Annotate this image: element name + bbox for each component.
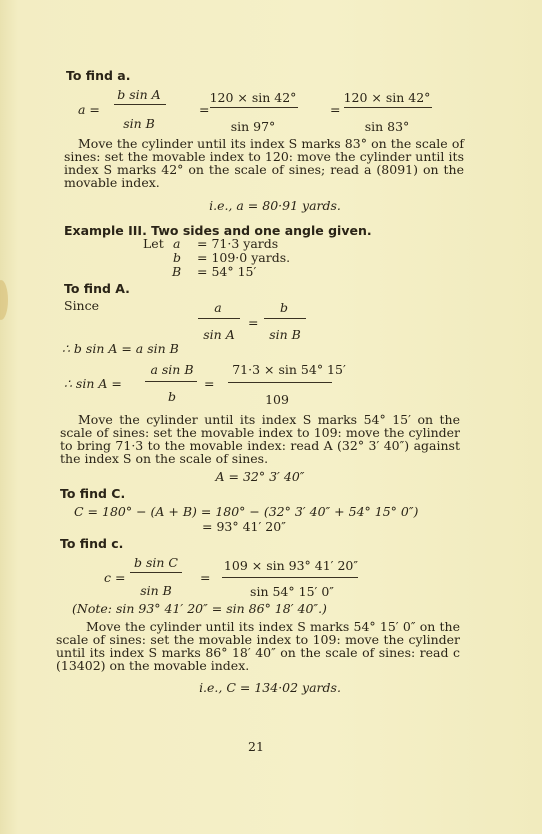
frac-numerator: a sin B: [150, 362, 194, 377]
frac-denominator: 109: [265, 392, 289, 407]
fraction-bar: [130, 572, 182, 573]
result-A: A = 32° 3′ 40″: [215, 469, 305, 484]
page-number: 21: [248, 739, 264, 754]
frac1-denominator: sin B: [123, 116, 155, 131]
ratio-denominator: sin A: [203, 327, 235, 342]
let-label: Let: [143, 236, 164, 251]
heading-find-A: To find A.: [64, 281, 130, 296]
fraction-bar: [264, 318, 306, 319]
fraction-bar: [114, 104, 166, 105]
heading-find-C: To find C.: [60, 486, 126, 501]
result-a: i.e., a = 80·91 yards.: [209, 198, 341, 213]
paragraph-find-a: Move the cylinder until its index S marks 83° on the scale of sines: set the movable index to 120: move the cylinder until its index S marks 42° on the scale of sines; read a (8091) on the movable index.: [64, 136, 464, 190]
equals-sign: =: [204, 376, 215, 391]
frac3-denominator: sin 83°: [364, 119, 410, 134]
frac2-numerator: 120 × sin 42°: [209, 90, 297, 105]
paragraph-find-A: Move the cylinder until its index S marks 54° 15′ on the scale of sines: set the movable index to 109: move the cylinder to bring 71·3 to the movable index: read A (32° 3′ 40″) against the index S on the scale of sines.: [60, 412, 460, 466]
given-value: = 54° 15′: [197, 264, 257, 279]
given-value: = 71·3 yards: [197, 236, 279, 251]
result-c: i.e., C = 134·02 yards.: [199, 680, 341, 695]
given-var: b: [173, 250, 182, 265]
equals-sign: =: [248, 315, 259, 330]
ratio-numerator: a: [214, 300, 222, 315]
given-value: = 109·0 yards.: [197, 250, 291, 265]
fraction-bar: [145, 381, 197, 382]
sinA-lhs: ∴ sin A =: [64, 376, 122, 391]
frac1-numerator: b sin A: [117, 87, 161, 102]
fraction-bar: [344, 107, 432, 108]
equals-sign: =: [199, 102, 210, 117]
fraction-bar: [198, 318, 240, 319]
example-heading: Example III. Two sides and one angle given.: [64, 223, 372, 238]
frac-denominator: sin B: [140, 583, 172, 598]
frac-denominator: b: [167, 389, 176, 404]
frac3-numerator: 120 × sin 42°: [343, 90, 431, 105]
ratio-denominator: sin B: [269, 327, 301, 342]
heading-find-a: To find a.: [66, 68, 131, 83]
equals-sign: =: [330, 102, 341, 117]
paragraph-find-c: Move the cylinder until its index S marks 54° 15′ 0″ on the scale of sines: set the movable index to 109: move the cylinder until its index S marks 86° 18′ 40″ on the scale of sines: read c (13402) on the movable index.: [56, 619, 460, 673]
fraction-bar: [222, 577, 358, 578]
frac-numerator: b sin C: [134, 555, 178, 570]
therefore-line: ∴ b sin A = a sin B: [62, 341, 179, 356]
since-label: Since: [64, 298, 100, 313]
equals-sign: =: [200, 570, 211, 585]
fraction-bar: [228, 382, 332, 383]
frac2-denominator: sin 97°: [230, 119, 276, 134]
frac-denominator: sin 54° 15′ 0″: [250, 584, 334, 599]
given-var: a: [173, 236, 181, 251]
formula-lhs: a =: [78, 102, 100, 117]
frac-numerator: 71·3 × sin 54° 15′: [232, 362, 346, 377]
angle-C-line: C = 180° − (A + B) = 180° − (32° 3′ 40″ + 54° 15° 0″): [74, 504, 419, 519]
frac-numerator: 109 × sin 93° 41′ 20″: [223, 558, 359, 573]
note: (Note: sin 93° 41′ 20″ = sin 86° 18′ 40″.): [72, 601, 327, 616]
given-var: B: [172, 264, 182, 279]
formula-lhs: c =: [104, 570, 126, 585]
ratio-numerator: b: [279, 300, 288, 315]
angle-C-result: = 93° 41′ 20″: [202, 519, 286, 534]
fraction-bar: [210, 107, 298, 108]
page-stain: [0, 280, 8, 320]
heading-find-c: To find c.: [60, 536, 124, 551]
